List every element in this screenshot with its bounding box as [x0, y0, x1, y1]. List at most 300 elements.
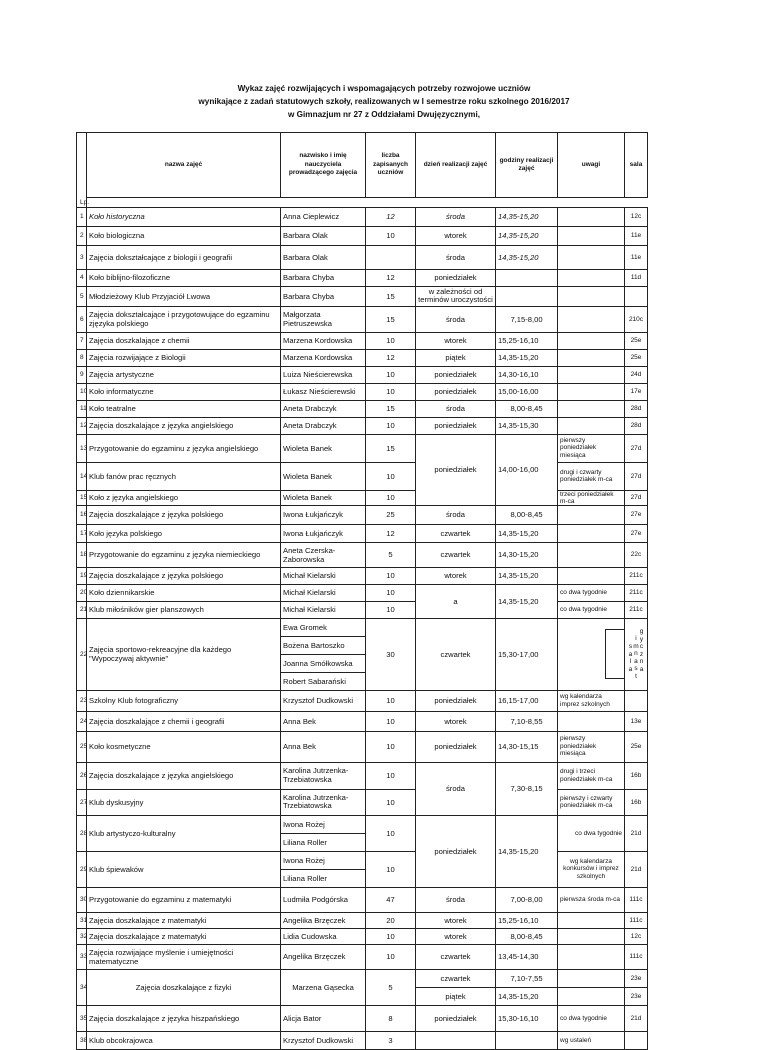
row-lp: 21 [77, 601, 87, 618]
row-room: 23e [625, 969, 648, 987]
row-day: środa [416, 887, 496, 912]
document-title-line-3: w Gimnazjum nr 27 z Oddziałami Dwujęzycznymi, [288, 110, 480, 119]
table-row [77, 349, 648, 366]
row-count: 10 [366, 711, 416, 731]
row-name: Koło kosmetyczne [87, 731, 281, 762]
row-notes [558, 366, 625, 383]
row-hours: 14,35-15,20 [496, 584, 558, 618]
row-day: wtorek [416, 567, 496, 584]
row-hours: 7,15-8,00 [496, 306, 558, 332]
row-room: 11d [625, 269, 648, 286]
row-notes: wg kalendarza konkursów i imprez szkolnych [558, 851, 625, 887]
row-name: Zajęcia doszkalające z języka polskiego [87, 505, 281, 524]
row-lp: 14 [77, 462, 87, 490]
row-notes [558, 383, 625, 400]
row-lp: 26 [77, 762, 87, 789]
row-notes [558, 912, 625, 928]
row-lp: 30 [77, 887, 87, 912]
row-teacher: Marzena Kordowska [281, 332, 366, 349]
table-row [77, 887, 648, 912]
row-day: czwartek [416, 542, 496, 567]
row-room: 27e [625, 524, 648, 542]
row-teacher: Anna Bek [281, 731, 366, 762]
row-hours [496, 1031, 558, 1049]
table-row [77, 542, 648, 567]
row-teacher: Iwona Łukjańczyk [281, 505, 366, 524]
table-row [77, 286, 648, 306]
row-count: 10 [366, 417, 416, 434]
row-teacher: Liliana Roller [281, 833, 366, 851]
row-count: 5 [366, 969, 416, 1005]
row-room: 27e [625, 505, 648, 524]
row-hours: 15,25-16,10 [496, 332, 558, 349]
row-count: 10 [366, 490, 416, 505]
row-teacher: Luiza Nieścierewska [281, 366, 366, 383]
row-hours [496, 269, 558, 286]
row-count: 8 [366, 1005, 416, 1031]
row-name: Klub miłośników gier planszowych [87, 601, 281, 618]
row-room [625, 1031, 648, 1049]
row-teacher: Alicja Bator [281, 1005, 366, 1031]
row-room: 21d [625, 815, 648, 851]
row-teacher: Wioleta Banek [281, 490, 366, 505]
table-row [77, 245, 648, 269]
row-count: 10 [366, 690, 416, 711]
row-day: czwartek [416, 524, 496, 542]
table-row [77, 306, 648, 332]
vertical-text-col3: g y c z n a [639, 628, 644, 673]
row-room: 111c [625, 887, 648, 912]
row-lp: 6 [77, 306, 87, 332]
table-lp-row [77, 198, 648, 208]
header-lp: Lp. [77, 198, 87, 208]
row-notes: drugi i trzeci poniedziałek m-ca [558, 762, 625, 789]
row-teacher: Aneta Drabczyk [281, 400, 366, 417]
row-day: poniedziałek [416, 269, 496, 286]
row-lp: 27 [77, 789, 87, 815]
row-hours: 14,35-15,20 [496, 226, 558, 245]
row-notes [558, 332, 625, 349]
row-count: 10 [366, 383, 416, 400]
row-count: 3 [366, 1031, 416, 1049]
row-teacher: Joanna Smółkowska [281, 654, 366, 672]
row-room: 22c [625, 542, 648, 567]
row-name: Koło języka polskiego [87, 524, 281, 542]
table-row [77, 944, 648, 969]
row-hours: 8,00-8,45 [496, 928, 558, 944]
row-room: 27d [625, 490, 648, 505]
table-row [77, 567, 648, 584]
table-header-row [77, 133, 648, 198]
header-name: nazwa zajęć [87, 133, 281, 198]
row-day: poniedziałek [416, 815, 496, 887]
row-notes: co dwa tygodnie [558, 815, 625, 851]
row-lp: 2 [77, 226, 87, 245]
row-count: 12 [366, 269, 416, 286]
row-hours: 15,30-17,00 [496, 618, 558, 690]
row-teacher: Michał Kielarski [281, 601, 366, 618]
row-lp: 5 [77, 286, 87, 306]
row-notes: trzeci poniedziałek m-ca [558, 490, 625, 505]
row-room: 25e [625, 332, 648, 349]
table-row [77, 505, 648, 524]
row-lp: 10 [77, 383, 87, 400]
row-name: Koło dziennikarskie [87, 584, 281, 601]
row-count: 10 [366, 928, 416, 944]
row-room: 11e [625, 245, 648, 269]
row-teacher: Wioleta Banek [281, 434, 366, 462]
row-count: 10 [366, 226, 416, 245]
row-notes: pierwszy poniedziałek miesiąca [558, 731, 625, 762]
row-lp: 4 [77, 269, 87, 286]
row-notes: pierwszy i czwarty poniedziałek m-ca [558, 789, 625, 815]
row-teacher: Iwona Łukjańczyk [281, 524, 366, 542]
row-count: 10 [366, 851, 416, 887]
row-notes [558, 618, 625, 690]
table-row [77, 762, 648, 789]
row-teacher: Barbara Olak [281, 226, 366, 245]
row-day: poniedziałek [416, 417, 496, 434]
row-notes: wg kalendarza imprez szkolnych [558, 690, 625, 711]
row-lp: 15 [77, 490, 87, 505]
row-day [416, 1031, 496, 1049]
row-teacher: Angelika Brzęczek [281, 944, 366, 969]
row-day: czwartek [416, 618, 496, 690]
row-room: 13e [625, 711, 648, 731]
row-lp: 9 [77, 366, 87, 383]
header-room: sala [625, 133, 648, 198]
row-teacher: Karolina Jutrzenka-Trzebiatowska [281, 789, 366, 815]
row-day: środa [416, 306, 496, 332]
row-hours: 14,30-15,20 [496, 542, 558, 567]
row-day: środa [416, 762, 496, 815]
table-row [77, 417, 648, 434]
row-name: Przygotowanie do egzaminu z języka angielskiego [87, 434, 281, 462]
table-row [77, 400, 648, 417]
row-notes [558, 417, 625, 434]
row-lp: 32 [77, 928, 87, 944]
row-count: 5 [366, 542, 416, 567]
row-lp: 16 [77, 505, 87, 524]
row-day: poniedziałek [416, 1005, 496, 1031]
row-day: środa [416, 505, 496, 524]
activities-table [76, 132, 648, 1050]
table-row [77, 490, 648, 505]
row-room: 28d [625, 417, 648, 434]
row-name: Zajęcia doszkalające z języka hiszpańskiego [87, 1005, 281, 1031]
table-row [77, 207, 648, 226]
table-row [77, 912, 648, 928]
row-teacher: Ewa Gromek [281, 618, 366, 636]
row-room: 211c [625, 601, 648, 618]
row-room: 21d [625, 1005, 648, 1031]
table-row [77, 789, 648, 815]
row-name: Zajęcia sportowo-rekreacyjne dla każdego "Wypoczywaj aktywnie" [87, 618, 281, 690]
row-day: wtorek [416, 332, 496, 349]
table-row [77, 226, 648, 245]
row-notes [558, 928, 625, 944]
document-title-line-2: wynikające z zadań statutowych szkoły, realizowanych w I semestrze roku szkolnego 2016/2017 [198, 97, 570, 106]
row-notes [558, 269, 625, 286]
row-count: 10 [366, 601, 416, 618]
row-name: Przygotowanie do egzaminu z matematyki [87, 887, 281, 912]
row-name: Zajęcia doszkalające z fizyki [87, 969, 281, 1005]
row-name: Zajęcia rozwijające myślenie i umiejętności matematyczne [87, 944, 281, 969]
row-day: poniedziałek [416, 383, 496, 400]
table-row [77, 690, 648, 711]
row-name: Zajęcia doszkalające z języka polskiego [87, 567, 281, 584]
row-name: Zajęcia doszkalające z języka angielskiego [87, 762, 281, 789]
row-room: 25e [625, 731, 648, 762]
table-row [77, 928, 648, 944]
row-day: czwartek [416, 969, 496, 987]
row-room: 25e [625, 349, 648, 366]
row-day: poniedziałek [416, 366, 496, 383]
header-spacer [87, 198, 648, 208]
row-lp: 24 [77, 711, 87, 731]
row-lp: 17 [77, 524, 87, 542]
row-teacher: Krzysztof Dudkowski [281, 1031, 366, 1049]
row-day: czwartek [416, 944, 496, 969]
row-lp: 13 [77, 434, 87, 462]
row-count: 10 [366, 789, 416, 815]
table-row [77, 524, 648, 542]
row-notes [558, 542, 625, 567]
row-day: wtorek [416, 912, 496, 928]
row-hours: 14,35-15,20 [496, 567, 558, 584]
row-name: Klub obcokrajowca [87, 1031, 281, 1049]
row-count: 15 [366, 286, 416, 306]
row-notes [558, 226, 625, 245]
table-row [77, 269, 648, 286]
row-notes [558, 400, 625, 417]
row-teacher: Liliana Roller [281, 869, 366, 887]
row-notes [558, 711, 625, 731]
row-hours: 8,00-8,45 [496, 505, 558, 524]
row-name: Zajęcia doszkalające z języka angielskiego [87, 417, 281, 434]
row-day: poniedziałek [416, 434, 496, 505]
row-notes [558, 505, 625, 524]
row-notes: pierwsza środa m-ca [558, 887, 625, 912]
header-lp-cell [77, 133, 87, 198]
table-row [77, 851, 648, 869]
row-hours: 7,30-8,15 [496, 762, 558, 815]
row-count: 25 [366, 505, 416, 524]
row-day: poniedziałek [416, 731, 496, 762]
row-lp: 8 [77, 349, 87, 366]
row-count: 10 [366, 462, 416, 490]
row-notes-2 [558, 987, 625, 1005]
row-count: 12 [366, 524, 416, 542]
row-room: 27d [625, 434, 648, 462]
table-row [77, 618, 648, 636]
row-hours: 7,10-7,55 [496, 969, 558, 987]
header-day: dzień realizacji zajęć [416, 133, 496, 198]
row-name: Zajęcia doszkalające z chemii [87, 332, 281, 349]
row-notes: drugi i czwarty poniedziałek m-ca [558, 462, 625, 490]
row-name: Zajęcia doszkalające z chemii i geografii [87, 711, 281, 731]
table-row [77, 815, 648, 833]
row-notes [558, 286, 625, 306]
row-hours: 14,35-15,20 [496, 349, 558, 366]
row-lp: 34 [77, 969, 87, 1005]
table-row [77, 1031, 648, 1049]
row-name: Koło informatyczne [87, 383, 281, 400]
row-name: Zajęcia rozwijające z Biologii [87, 349, 281, 366]
row-lp: 3 [77, 245, 87, 269]
row-lp: 12 [77, 417, 87, 434]
row-room: 16b [625, 762, 648, 789]
row-count: 10 [366, 567, 416, 584]
row-lp: 38 [77, 1031, 87, 1049]
table-row [77, 584, 648, 601]
row-room: 27d [625, 462, 648, 490]
header-teacher: nazwisko i imię nauczyciela prowadzącego zajęcia [281, 133, 366, 198]
header-count: liczba zapisanych uczniów [366, 133, 416, 198]
row-room: 210c [625, 306, 648, 332]
row-count: 15 [366, 434, 416, 462]
row-teacher: Barbara Chyba [281, 269, 366, 286]
row-lp: 31 [77, 912, 87, 928]
table-row [77, 601, 648, 618]
row-room: 11e [625, 226, 648, 245]
row-notes [558, 349, 625, 366]
row-hours: 13,45-14,30 [496, 944, 558, 969]
row-count: 10 [366, 584, 416, 601]
row-count: 10 [366, 731, 416, 762]
row-notes: co dwa tygodnie [558, 1005, 625, 1031]
header-notes: uwagi [558, 133, 625, 198]
row-teacher: Aneta Czerska-Zaborowska [281, 542, 366, 567]
table-row [77, 711, 648, 731]
row-room: 12c [625, 207, 648, 226]
table-row [77, 969, 648, 987]
row-day: a [416, 584, 496, 618]
row-notes: wg ustaleń [558, 1031, 625, 1049]
row-hours: 8,00-8,45 [496, 400, 558, 417]
row-hours: 14,35-15,30 [496, 417, 558, 434]
row-day: w zależności od terminów uroczystości [416, 286, 496, 306]
row-room: 16b [625, 789, 648, 815]
row-hours: 7,10-8,55 [496, 711, 558, 731]
row-count: 12 [366, 207, 416, 226]
table-row [77, 366, 648, 383]
row-name: Klub fanów prac ręcznych [87, 462, 281, 490]
row-hours [496, 286, 558, 306]
row-room [625, 286, 648, 306]
row-notes: co dwa tygodnie [558, 584, 625, 601]
row-count [366, 245, 416, 269]
row-teacher: Krzysztof Dudkowski [281, 690, 366, 711]
row-teacher: Angelika Brzęczek [281, 912, 366, 928]
row-notes [558, 306, 625, 332]
row-room: 28d [625, 400, 648, 417]
row-count: 15 [366, 306, 416, 332]
row-hours: 15,00-16,00 [496, 383, 558, 400]
row-room-2: 23e [625, 987, 648, 1005]
row-count: 12 [366, 349, 416, 366]
table-row [77, 1005, 648, 1031]
row-name: Klub artystyczo-kulturalny [87, 815, 281, 851]
row-notes [558, 207, 625, 226]
document-title-line-1: Wykaz zajęć rozwijających i wspomagających potrzeby rozwojowe uczniów [237, 84, 531, 93]
row-name: Zajęcia doszkalające z matematyki [87, 928, 281, 944]
row-day: środa [416, 245, 496, 269]
notes-box [605, 629, 624, 679]
row-day: wtorek [416, 928, 496, 944]
row-notes [558, 567, 625, 584]
row-lp: 28 [77, 815, 87, 851]
row-room [625, 690, 648, 711]
row-room: 211c [625, 584, 648, 601]
row-lp: 1 [77, 207, 87, 226]
row-lp: 11 [77, 400, 87, 417]
row-count: 10 [366, 366, 416, 383]
row-room [625, 618, 648, 690]
row-teacher: Wioleta Banek [281, 462, 366, 490]
row-lp: 23 [77, 690, 87, 711]
row-name: Klub śpiewaków [87, 851, 281, 887]
row-day: poniedziałek [416, 690, 496, 711]
row-count: 10 [366, 944, 416, 969]
row-lp: 22 [77, 618, 87, 690]
row-lp: 29 [77, 851, 87, 887]
row-day: piątek [416, 349, 496, 366]
row-count: 10 [366, 332, 416, 349]
row-teacher: Robert Sabarański [281, 672, 366, 690]
row-hours-2: 14,35-15,20 [496, 987, 558, 1005]
row-lp: 20 [77, 584, 87, 601]
row-name: Koło z języka angielskiego [87, 490, 281, 505]
row-room: 21d [625, 851, 648, 887]
row-name: Koło biblijno-filozoficzne [87, 269, 281, 286]
row-room: 12c [625, 928, 648, 944]
row-hours: 15,25-16,10 [496, 912, 558, 928]
row-teacher: Łukasz Nieścierewski [281, 383, 366, 400]
row-name: Koło biologiczna [87, 226, 281, 245]
row-lp: 25 [77, 731, 87, 762]
vertical-text-col2: i m n a s t [633, 635, 639, 680]
row-day: środa [416, 400, 496, 417]
header-hours: godziny realizacji zajęć [496, 133, 558, 198]
row-count: 15 [366, 400, 416, 417]
row-teacher: Lidia Cudowska [281, 928, 366, 944]
row-room: 211c [625, 567, 648, 584]
row-name: Zajęcia dokształcające z biologii i geografii [87, 245, 281, 269]
row-day-2: piątek [416, 987, 496, 1005]
row-count: 30 [366, 618, 416, 690]
table-row [77, 434, 648, 462]
row-teacher: Marzena Gąsecka [281, 969, 366, 1005]
row-hours: 14,35-15,20 [496, 207, 558, 226]
row-day: wtorek [416, 226, 496, 245]
row-teacher: Iwona Rożej [281, 851, 366, 869]
row-notes: pierwszy poniedziałek miesiąca [558, 434, 625, 462]
row-name: Zajęcia doszkalające z matematyki [87, 912, 281, 928]
row-name: Szkolny Klub fotograficzny [87, 690, 281, 711]
vertical-text-col1: s a l a [628, 643, 633, 673]
row-day: środa [416, 207, 496, 226]
table-row [77, 731, 648, 762]
row-hours: 14,30-15,15 [496, 731, 558, 762]
row-day: wtorek [416, 711, 496, 731]
row-name: Koło teatralne [87, 400, 281, 417]
row-count: 47 [366, 887, 416, 912]
row-teacher: Bożena Bartoszko [281, 636, 366, 654]
row-name: Zajęcia dokształcające i przygotowujące do egzaminu zjęzyka polskiego [87, 306, 281, 332]
row-notes [558, 245, 625, 269]
row-count: 10 [366, 815, 416, 851]
